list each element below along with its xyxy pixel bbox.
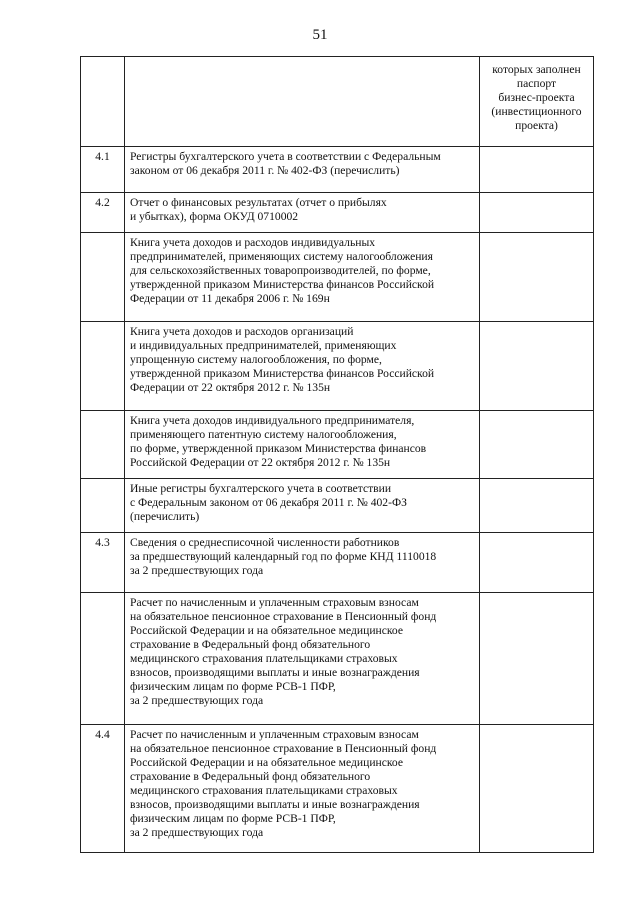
description-line: Сведения о среднесписочной численности работников	[130, 536, 400, 549]
description-line: Российской Федерации и на обязательное медицинское	[130, 624, 403, 637]
description-line: Книга учета доходов и расходов индивидуальных	[130, 236, 376, 249]
description-line: утвержденной приказом Министерства финансов Российской	[130, 367, 435, 380]
row-empty-cell	[480, 193, 594, 233]
row-number	[81, 593, 125, 725]
description-line: страхование в Федеральный фонд обязательного	[130, 638, 371, 651]
row-description	[125, 147, 480, 193]
header-cell-desc	[125, 57, 480, 147]
description-line: Книга учета доходов и расходов организаций	[130, 325, 354, 338]
header-line: паспорт	[516, 77, 557, 90]
row-description	[125, 479, 480, 533]
row-description	[125, 322, 480, 411]
row-empty-cell	[480, 322, 594, 411]
table-row	[81, 533, 594, 593]
page-number: 51	[312, 27, 328, 43]
description-line: Книга учета доходов индивидуального предпринимателя,	[130, 414, 415, 427]
description-line: Федерации от 11 декабря 2006 г. № 169н	[130, 292, 330, 305]
description-line: за 2 предшествующих года	[130, 694, 264, 707]
description-line: Федерации от 22 октября 2012 г. № 135н	[130, 381, 331, 394]
row-empty-cell	[480, 233, 594, 322]
row-empty-cell	[480, 593, 594, 725]
description-line: утвержденной приказом Министерства финансов Российской	[130, 278, 435, 291]
description-line: для сельскохозяйственных товаропроизводителей, по форме,	[130, 264, 431, 277]
description-line: Регистры бухгалтерского учета в соответствии с Федеральным	[130, 150, 441, 163]
table-row	[81, 479, 594, 533]
row-number: 4.4	[81, 725, 125, 853]
description-line: за 2 предшествующих года	[130, 564, 264, 577]
header-cell-num	[81, 57, 125, 147]
row-number	[81, 233, 125, 322]
row-empty-cell	[480, 411, 594, 479]
row-number: 4.1	[81, 147, 125, 193]
row-number	[81, 322, 125, 411]
row-description	[125, 193, 480, 233]
header-cell-last	[480, 57, 594, 147]
header-line: бизнес-проекта	[498, 91, 575, 104]
row-description	[125, 725, 480, 853]
description-line: Иные регистры бухгалтерского учета в соответствии	[130, 482, 392, 495]
description-line: Российской Федерации от 22 октября 2012 г. № 135н	[130, 456, 391, 469]
description-line: медицинского страхования плательщиками страховых	[130, 784, 398, 797]
description-line: взносов, производящими выплаты и иные вознаграждения	[130, 798, 420, 811]
table-row	[81, 411, 594, 479]
description-line: Расчет по начисленным и уплаченным страховым взносам	[130, 728, 419, 741]
description-line: Расчет по начисленным и уплаченным страховым взносам	[130, 596, 419, 609]
row-description	[125, 533, 480, 593]
description-line: медицинского страхования плательщиками страховых	[130, 652, 398, 665]
row-number	[81, 479, 125, 533]
description-line: (перечислить)	[130, 510, 200, 523]
row-empty-cell	[480, 533, 594, 593]
header-line: (инвестиционного	[491, 105, 582, 118]
row-empty-cell	[480, 479, 594, 533]
description-line: и убытках), форма ОКУД 0710002	[130, 210, 299, 223]
table-row	[81, 147, 594, 193]
row-description	[125, 411, 480, 479]
document-table	[80, 56, 594, 853]
description-line: за 2 предшествующих года	[130, 826, 264, 839]
description-line: страхование в Федеральный фонд обязательного	[130, 770, 371, 783]
header-line: которых заполнен	[492, 63, 581, 76]
description-line: предпринимателей, применяющих систему налогообложения	[130, 250, 433, 263]
description-line: на обязательное пенсионное страхование в Пенсионный фонд	[130, 742, 437, 755]
table-row	[81, 322, 594, 411]
description-line: законом от 06 декабря 2011 г. № 402-ФЗ (перечислить)	[130, 164, 400, 177]
row-empty-cell	[480, 725, 594, 853]
description-line: Отчет о финансовых результатах (отчет о прибылях	[130, 196, 387, 209]
row-number: 4.3	[81, 533, 125, 593]
description-line: за предшествующий календарный год по форме КНД 1110018	[130, 550, 437, 563]
row-empty-cell	[480, 147, 594, 193]
table-row	[81, 593, 594, 725]
description-line: на обязательное пенсионное страхование в Пенсионный фонд	[130, 610, 437, 623]
description-line: применяющего патентную систему налогообложения,	[130, 428, 397, 441]
description-line: взносов, производящими выплаты и иные вознаграждения	[130, 666, 420, 679]
description-line: физическим лицам по форме РСВ-1 ПФР,	[130, 680, 336, 693]
table-row	[81, 725, 594, 853]
description-line: физическим лицам по форме РСВ-1 ПФР,	[130, 812, 336, 825]
row-description	[125, 233, 480, 322]
description-line: по форме, утвержденной приказом Министерства финансов	[130, 442, 427, 455]
table-row	[81, 193, 594, 233]
description-line: с Федеральным законом от 06 декабря 2011 г. № 402-ФЗ	[130, 496, 407, 509]
description-line: Российской Федерации и на обязательное медицинское	[130, 756, 403, 769]
row-number: 4.2	[81, 193, 125, 233]
row-number	[81, 411, 125, 479]
description-line: и индивидуальных предпринимателей, применяющих	[130, 339, 397, 352]
header-row	[81, 57, 594, 147]
row-description	[125, 593, 480, 725]
table-row	[81, 233, 594, 322]
header-line: проекта)	[515, 119, 558, 132]
description-line: упрощенную систему налогообложения, по форме,	[130, 353, 382, 366]
